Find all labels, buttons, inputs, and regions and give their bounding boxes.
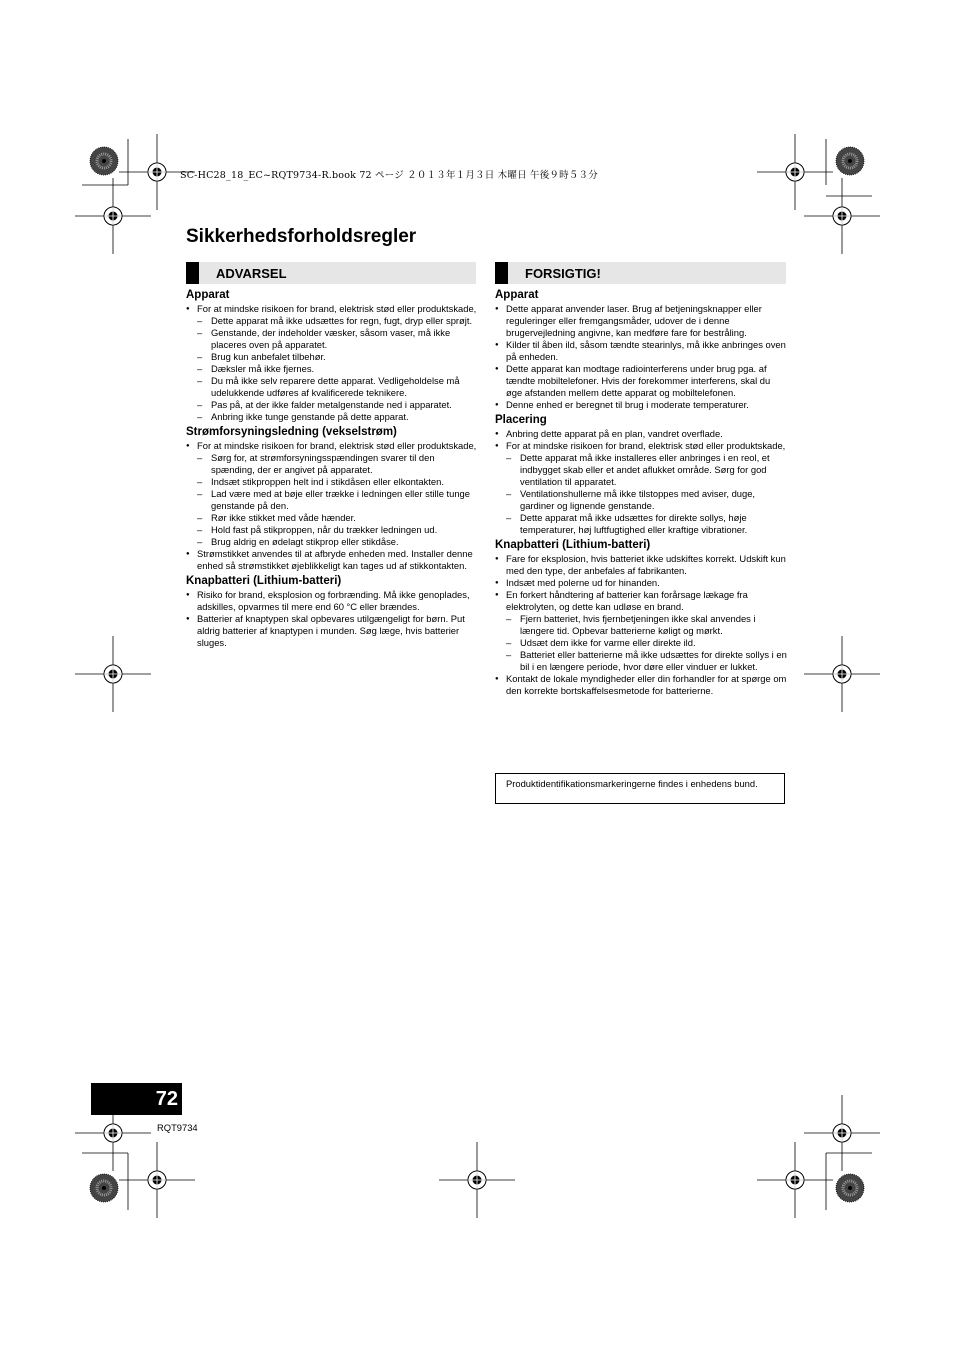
safety-list xyxy=(186,303,478,423)
bullet-item: ● Kontakt de lokale myndigheder eller din forhandler for at spørge om den korrekte bortskaffelsesmetode for batterierne. xyxy=(495,673,787,697)
subsection-title: Knapbatteri (Lithium-batteri) xyxy=(186,575,342,587)
subsection-title: Apparat xyxy=(495,289,539,301)
document-code: RQT9734 xyxy=(157,1122,198,1133)
bullet-item: ● Batterier af knaptypen skal opbevares utilgængeligt for børn. Put aldrig batterier af knaptypen i munden. Søg læge, hvis batterier sluges. xyxy=(186,613,478,649)
dash-item: – Genstande, der indeholder væsker, såsom vaser, må ikke placeres oven på apparatet. xyxy=(186,327,478,351)
dash-item: – Batteriet eller batterierne må ikke udsættes for direkte sollys i en bil i en længere periode, hvor døre eller vinduer er lukket. xyxy=(495,649,787,673)
safety-list xyxy=(186,440,478,572)
dash-item: – Lad være med at bøje eller trække i ledningen eller stille tunge genstande på den. xyxy=(186,488,478,512)
dash-item: – Hold fast på stikproppen, når du trækker ledningen ud. xyxy=(186,524,478,536)
bullet-item: ● Kilder til åben ild, såsom tændte stearinlys, må ikke anbringes oven på enheden. xyxy=(495,339,787,363)
bullet-item: ● Indsæt med polerne ud for hinanden. xyxy=(495,577,787,589)
dash-item: – Indsæt stikproppen helt ind i stikdåsen eller elkontakten. xyxy=(186,476,478,488)
dash-item: – Dette apparat må ikke udsættes for direkte sollys, høje temperaturer, høj luftfugtighed eller kraftige vibrationer. xyxy=(495,512,787,536)
dash-item: – Sørg for, at strømforsyningsspændingen svarer til den spænding, der er angivet på apparatet. xyxy=(186,452,478,476)
bullet-item: ● Dette apparat anvender laser. Brug af betjeningsknapper eller reguleringer eller fremgangsmåder, udover de i denne brugervejledning angivne, kan medføre fare for bestråling. xyxy=(495,303,787,339)
warning-column xyxy=(186,288,478,649)
subsection-title: Strømforsyningsledning (vekselstrøm) xyxy=(186,426,397,438)
warning-heading-label: ADVARSEL xyxy=(216,265,287,281)
dash-item: – Pas på, at der ikke falder metalgenstande ned i apparatet. xyxy=(186,399,478,411)
heading-bar xyxy=(186,262,199,284)
dash-item: – Ventilationshullerne må ikke tilstoppes med aviser, duge, gardiner og lignende genstande. xyxy=(495,488,787,512)
bullet-item: ● For at mindske risikoen for brand, elektrisk stød eller produktskade, xyxy=(495,440,787,452)
bullet-item: ● Dette apparat kan modtage radiointerferens under brug pga. af tændte mobiltelefoner. Hvis der forekommer interferens, skal du øge afstanden mellem dette apparat og mobiltelefonen. xyxy=(495,363,787,399)
dash-item: – Fjern batteriet, hvis fjernbetjeningen ikke skal anvendes i længere tid. Opbevar batterierne køligt og mørkt. xyxy=(495,613,787,637)
bullet-item: ● Strømstikket anvendes til at afbryde enheden med. Installer denne enhed så strømstikket øjeblikkeligt kan tages ud af stikkontakten. xyxy=(186,548,478,572)
caution-heading-label: FORSIGTIG! xyxy=(525,265,601,281)
bullet-item: ● En forkert håndtering af batterier kan forårsage lækage fra elektrolyten, og dette kan udløse en brand. xyxy=(495,589,787,613)
heading-bar xyxy=(495,262,508,284)
bullet-item: ● Fare for eksplosion, hvis batteriet ikke udskiftes korrekt. Udskift kun med den type, der anbefales af fabrikanten. xyxy=(495,553,787,577)
subsection-title: Knapbatteri (Lithium-batteri) xyxy=(495,539,651,551)
dash-item: – Dæksler må ikke fjernes. xyxy=(186,363,478,375)
dash-item: – Brug kun anbefalet tilbehør. xyxy=(186,351,478,363)
bullet-item: ● For at mindske risikoen for brand, elektrisk stød eller produktskade, xyxy=(186,440,478,452)
dash-item: – Anbring ikke tunge genstande på dette apparat. xyxy=(186,411,478,423)
safety-list xyxy=(495,428,787,536)
bullet-item: ● Anbring dette apparat på en plan, vandret overflade. xyxy=(495,428,787,440)
warning-heading xyxy=(186,262,476,284)
safety-list xyxy=(495,303,787,411)
safety-list xyxy=(186,589,478,649)
bullet-item: ● Denne enhed er beregnet til brug i moderate temperaturer. xyxy=(495,399,787,411)
subsection-title: Placering xyxy=(495,414,547,426)
subsection-title: Apparat xyxy=(186,289,230,301)
page-number: 72 xyxy=(91,1083,182,1115)
dash-item: – Dette apparat må ikke udsættes for regn, fugt, dryp eller sprøjt. xyxy=(186,315,478,327)
caution-heading xyxy=(495,262,786,284)
dash-item: – Brug aldrig en ødelagt stikprop eller stikdåse. xyxy=(186,536,478,548)
bullet-item: ● For at mindske risikoen for brand, elektrisk stød eller produktskade, xyxy=(186,303,478,315)
page-title: Sikkerhedsforholdsregler xyxy=(186,226,417,247)
dash-item: – Rør ikke stikket med våde hænder. xyxy=(186,512,478,524)
bullet-item: ● Risiko for brand, eksplosion og forbrænding. Må ikke genoplades, adskilles, opvarmes til mere end 60 °C eller brændes. xyxy=(186,589,478,613)
print-file-header: SC-HC28_18_EC~RQT9734-R.book 72 ページ ２０１３年１月３日 木曜日 午後９時５３分 xyxy=(180,170,598,181)
safety-list xyxy=(495,553,787,697)
dash-item: – Dette apparat må ikke installeres eller anbringes i en reol, et indbygget skab eller et andet aflukket område. Sørg for god ventilation til apparatet. xyxy=(495,452,787,488)
dash-item: – Udsæt dem ikke for varme eller direkte ild. xyxy=(495,637,787,649)
caution-column xyxy=(495,288,787,697)
dash-item: – Du må ikke selv reparere dette apparat. Vedligeholdelse må udelukkende udføres af kvalificerede teknikere. xyxy=(186,375,478,399)
product-id-note: Produktidentifikationsmarkeringerne findes i enhedens bund. xyxy=(495,773,785,804)
